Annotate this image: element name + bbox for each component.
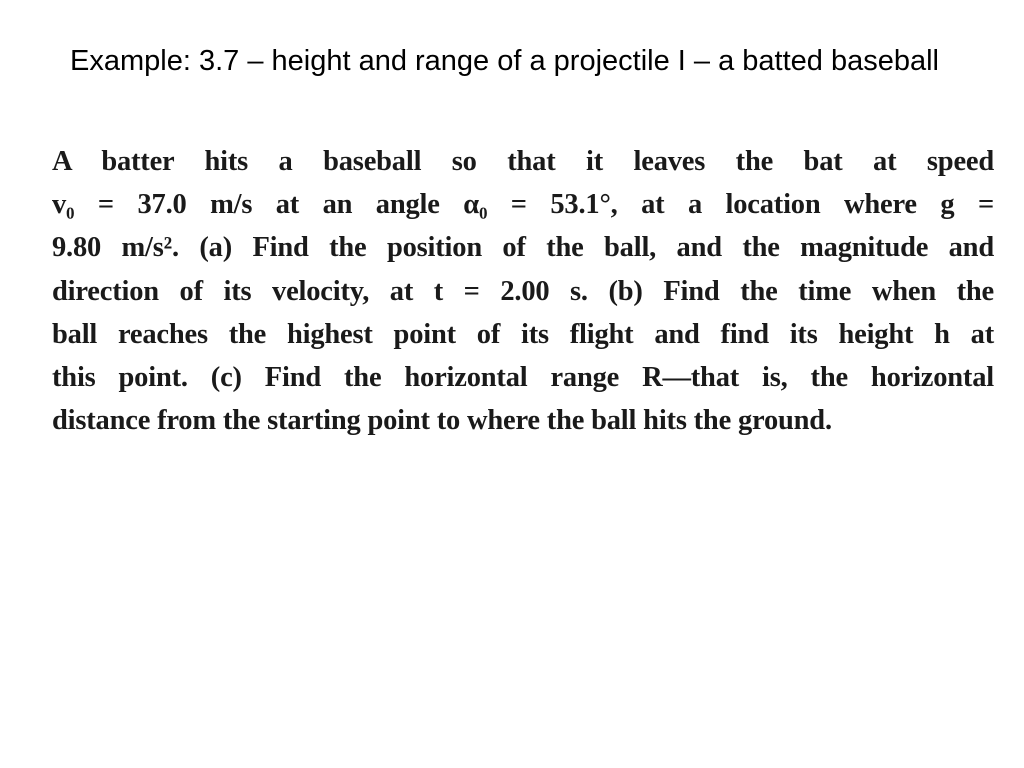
problem-line: direction of its velocity, at t = 2.00 s. (b) Find the time when the	[52, 275, 994, 307]
problem-line: this point. (c) Find the horizontal range R—that is, the horizontal	[52, 362, 994, 394]
slide-title: Example: 3.7 – height and range of a projectile I – a batted baseball	[70, 45, 939, 77]
problem-line: ball reaches the highest point of its flight and find its height h at	[52, 318, 994, 350]
problem-line: A batter hits a baseball so that it leaves the bat at speed	[52, 146, 994, 177]
problem-line: 9.80 m/s². (a) Find the position of the ball, and the magnitude and	[52, 232, 994, 264]
problem-line: distance from the starting point to where the ball hits the ground.	[52, 405, 832, 437]
problem-line: v₀ = 37.0 m/s at an angle α₀ = 53.1°, at a location where g =	[52, 189, 994, 221]
problem-statement	[52, 140, 994, 442]
